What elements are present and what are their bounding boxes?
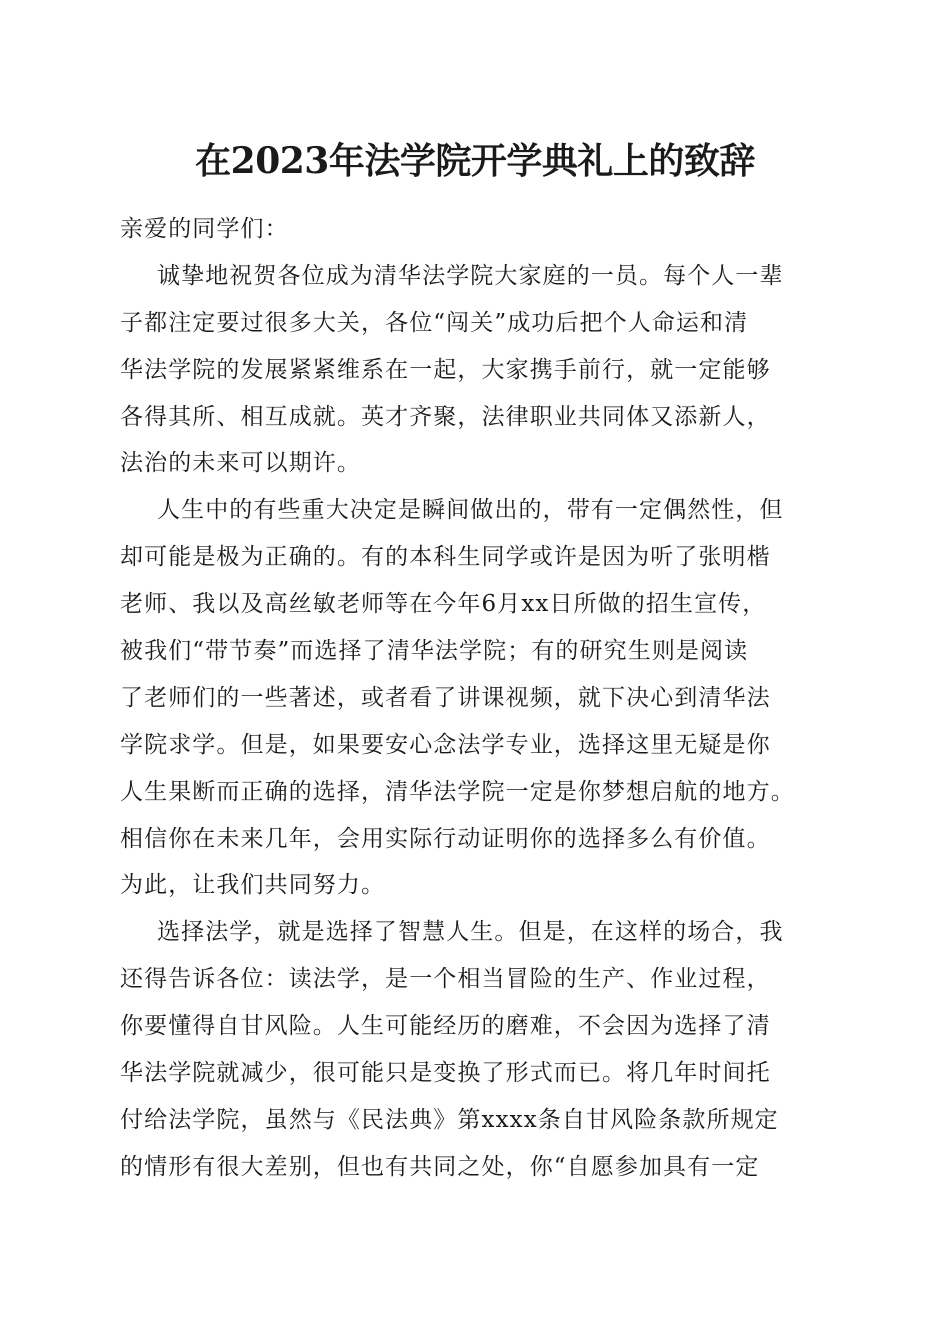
text-line: 华法学院的发展紧紧维系在一起，大家携手前行，就一定能够 — [120, 356, 771, 383]
text-line: 被我们“带节奏”而选择了清华法学院；有的研究生则是阅读 — [120, 638, 749, 665]
text-line: 学院求学。但是，如果要安心念法学专业，选择这里无疑是你 — [120, 731, 771, 758]
text-line: 各得其所、相互成就。英才齐聚，法律职业共同体又添新人， — [120, 403, 771, 430]
text-line: 的情形有很大差别，但也有共同之处，你“自愿参加具有一定 — [120, 1153, 760, 1180]
document-body — [120, 206, 840, 1191]
text-line: 了老师们的一些著述，或者看了讲课视频，就下决心到清华法 — [120, 684, 771, 711]
text-line: 老师、我以及高丝敏老师等在今年6月xx日所做的招生宣传， — [120, 591, 767, 618]
text-line: 子都注定要过很多大关，各位“闯关”成功后把个人命运和清 — [120, 309, 749, 336]
text-line: 选择法学，就是选择了智慧人生。但是，在这样的场合，我 — [157, 919, 784, 946]
text-line: 付给法学院，虽然与《民法典》第xxxx条自甘风险条款所规定 — [120, 1106, 779, 1133]
text-line: 人生果断而正确的选择，清华法学院一定是你梦想启航的地方。 — [120, 778, 795, 805]
text-line: 诚挚地祝贺各位成为清华法学院大家庭的一员。每个人一辈 — [157, 262, 784, 289]
text-line: 亲爱的同学们： — [120, 216, 289, 242]
text-line: 却可能是极为正确的。有的本科生同学或许是因为听了张明楷 — [120, 544, 771, 571]
text-line: 华法学院就减少，很可能只是变换了形式而已。将几年时间托 — [120, 1060, 771, 1087]
text-line: 相信你在未来几年，会用实际行动证明你的选择多么有价值。 — [120, 825, 771, 852]
document-title: 在2023年法学院开学典礼上的致辞 — [195, 140, 755, 182]
text-line: 你要懂得自甘风险。人生可能经历的磨难，不会因为选择了清 — [120, 1013, 771, 1040]
text-line: 法治的未来可以期许。 — [120, 450, 361, 477]
text-line: 还得告诉各位：读法学，是一个相当冒险的生产、作业过程， — [120, 966, 771, 993]
text-line: 为此，让我们共同努力。 — [120, 872, 386, 899]
text-line: 人生中的有些重大决定是瞬间做出的，带有一定偶然性，但 — [157, 497, 784, 524]
